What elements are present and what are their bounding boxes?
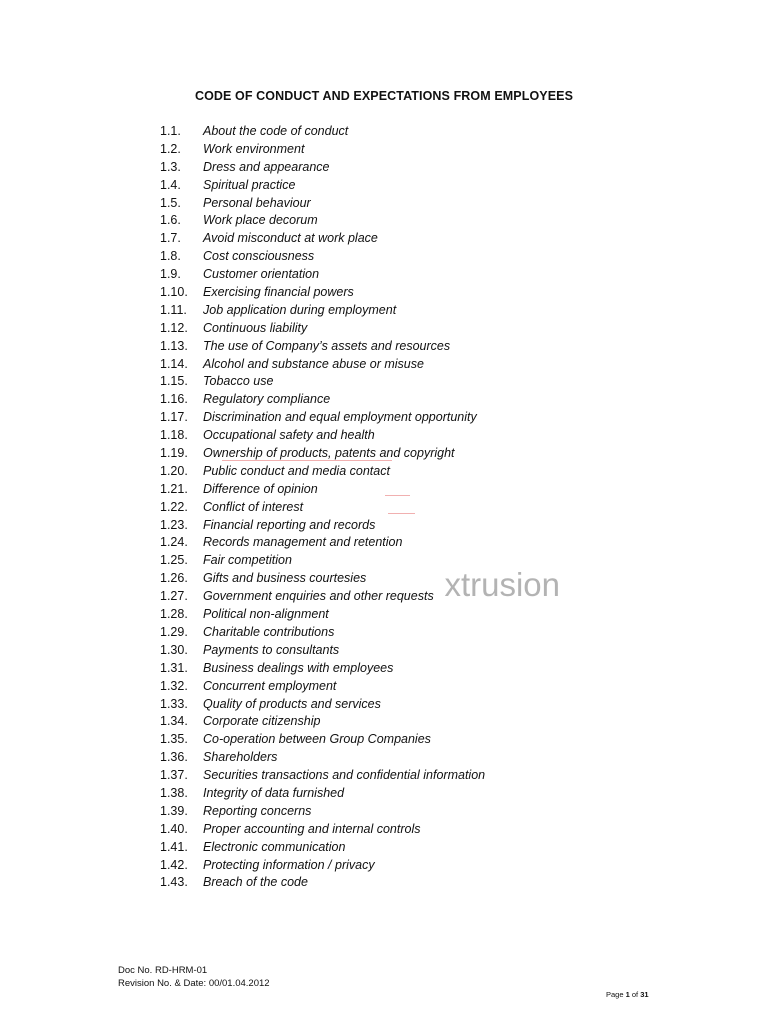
spell-check-mark [388,513,415,514]
toc-item-number: 1.9. [160,267,181,282]
toc-item-number: 1.15. [160,374,188,389]
toc-item-number: 1.14. [160,356,188,371]
spell-check-mark [385,495,410,496]
table-of-contents [160,123,560,892]
toc-item [160,391,560,409]
toc-item-number: 1.12. [160,320,188,335]
toc-item [160,195,560,213]
toc-item-number: 1.24. [160,535,188,550]
toc-item [160,517,560,535]
toc-item [160,481,560,499]
toc-item-number: 1.4. [160,177,181,192]
toc-item-number: 1.27. [160,589,188,604]
toc-item [160,534,560,552]
toc-item-title: Customer orientation [203,267,320,282]
toc-item-title: Business dealings with employees [203,660,394,675]
toc-item [160,177,560,195]
toc-item-number: 1.29. [160,624,188,639]
toc-item-title: Cost consciousness [203,249,315,264]
toc-item [160,767,560,785]
page-total: 31 [640,990,649,999]
toc-item-title: Proper accounting and internal controls [203,821,421,836]
toc-item-title: Continuous liability [203,320,308,335]
toc-item-number: 1.3. [160,159,181,174]
toc-item [160,624,560,642]
toc-item-title: Discrimination and equal employment opportunity [203,410,477,425]
toc-item [160,356,560,374]
toc-item-number: 1.17. [160,410,188,425]
toc-item-number: 1.40. [160,821,188,836]
toc-item [160,212,560,230]
toc-item-title: Corporate citizenship [203,714,321,729]
toc-item-title: Shareholders [203,750,278,765]
toc-item-number: 1.38. [160,785,188,800]
toc-item [160,248,560,266]
toc-item [160,696,560,714]
footer-revision: Revision No. & Date: 00/01.04.2012 [118,977,270,989]
toc-item-number: 1.23. [160,517,188,532]
toc-item-number: 1.10. [160,285,188,300]
toc-item [160,731,560,749]
toc-item [160,874,560,892]
toc-item-title: Securities transactions and confidential information [203,768,486,783]
toc-item-number: 1.1. [160,124,181,138]
toc-item [160,642,560,660]
toc-item-title: Difference of opinion [203,481,318,496]
toc-item-title: Quality of products and services [203,696,381,711]
toc-item-title: Work environment [203,141,305,156]
toc-item [160,857,560,875]
toc-item [160,338,560,356]
toc-item [160,159,560,177]
toc-item-title: Public conduct and media contact [203,463,390,478]
toc-item [160,302,560,320]
toc-item-title: Ownership of products, patents and copyright [203,446,455,461]
toc-item [160,230,560,248]
toc-item-number: 1.19. [160,446,188,461]
toc-item-number: 1.18. [160,428,188,443]
toc-item [160,821,560,839]
toc-item [160,678,560,696]
toc-item-title: Gifts and business courtesies [203,571,367,586]
toc-item-number: 1.25. [160,553,188,568]
toc-item-number: 1.8. [160,249,181,264]
toc-item-number: 1.7. [160,231,181,246]
toc-item-number: 1.26. [160,571,188,586]
spell-check-mark [222,460,392,461]
toc-item-number: 1.34. [160,714,188,729]
toc-item-title: About the code of conduct [203,124,349,138]
toc-item-number: 1.22. [160,499,188,514]
toc-item-number: 1.35. [160,732,188,747]
toc-item-number: 1.33. [160,696,188,711]
toc-item-title: Tobacco use [203,374,274,389]
page-label: Page [606,990,624,999]
toc-item [160,427,560,445]
toc-item-number: 1.11. [160,302,187,317]
toc-item-title: Political non-alignment [203,607,329,622]
toc-item [160,266,560,284]
toc-item-number: 1.6. [160,213,181,228]
toc-item [160,749,560,767]
toc-item-title: Regulatory compliance [203,392,331,407]
toc-item-title: Protecting information / privacy [203,857,375,872]
toc-item-title: Payments to consultants [203,642,340,657]
toc-item-title: Reporting concerns [203,803,312,818]
page-of: of [631,990,639,999]
toc-item [160,803,560,821]
toc-item-title: Charitable contributions [203,624,335,639]
toc-item [160,409,560,427]
toc-item-number: 1.43. [160,875,188,890]
toc-item [160,660,560,678]
toc-item [160,606,560,624]
footer-doc-no: Doc No. RD-HRM-01 [118,965,208,976]
toc-item-number: 1.13. [160,338,188,353]
toc-item [160,320,560,338]
toc-item-number: 1.42. [160,857,188,872]
toc-item-title: Co-operation between Group Companies [203,732,431,747]
toc-item-title: Conflict of interest [203,499,304,514]
toc-item-number: 1.37. [160,768,188,783]
toc-item-title: Records management and retention [203,535,403,550]
toc-item-title: Dress and appearance [203,159,330,174]
toc-item-number: 1.16. [160,392,188,407]
toc-item [160,284,560,302]
toc-item [160,785,560,803]
toc-item-number: 1.20. [160,463,188,478]
toc-item-title: Alcohol and substance abuse or misuse [203,356,424,371]
toc-item-title: Electronic communication [203,839,346,854]
toc-item-number: 1.31. [160,660,188,675]
toc-item-title: Exercising financial powers [203,285,354,300]
toc-item-number: 1.30. [160,642,188,657]
toc-item-title: Personal behaviour [203,195,311,210]
toc-item-number: 1.21. [160,481,188,496]
toc-item-title: The use of Company’s assets and resources [203,338,451,353]
toc-item [160,839,560,857]
toc-item-title: Integrity of data furnished [203,785,345,800]
toc-item-title: Government enquiries and other requests [203,589,434,604]
toc-item [160,713,560,731]
toc-item-title: Breach of the code [203,875,308,890]
toc-item-title: Occupational safety and health [203,428,375,443]
toc-item [160,463,560,481]
toc-item-number: 1.39. [160,803,188,818]
watermark: xtrusion [444,566,560,603]
toc-item-title: Financial reporting and records [203,517,376,532]
toc-item [160,141,560,159]
toc-item-number: 1.2. [160,141,181,156]
page-number [606,990,649,999]
toc-item [160,123,560,141]
document-title: CODE OF CONDUCT AND EXPECTATIONS FROM EMPLOYEES [194,89,574,103]
toc-item-title: Work place decorum [203,213,318,228]
toc-item-title: Spiritual practice [203,177,296,192]
toc-item-number: 1.28. [160,607,188,622]
toc-item [160,373,560,391]
footer-doc-info [118,965,270,990]
toc-item-title: Avoid misconduct at work place [203,231,378,246]
toc-item-number: 1.32. [160,678,188,693]
page-current: 1 [625,990,630,999]
toc-item-title: Job application during employment [203,302,397,317]
toc-item-number: 1.41. [160,839,188,854]
toc-item-title: Concurrent employment [203,678,337,693]
toc-item [160,499,560,517]
toc-item-number: 1.5. [160,195,181,210]
toc-item-title: Fair competition [203,553,292,568]
toc-item-number: 1.36. [160,750,188,765]
